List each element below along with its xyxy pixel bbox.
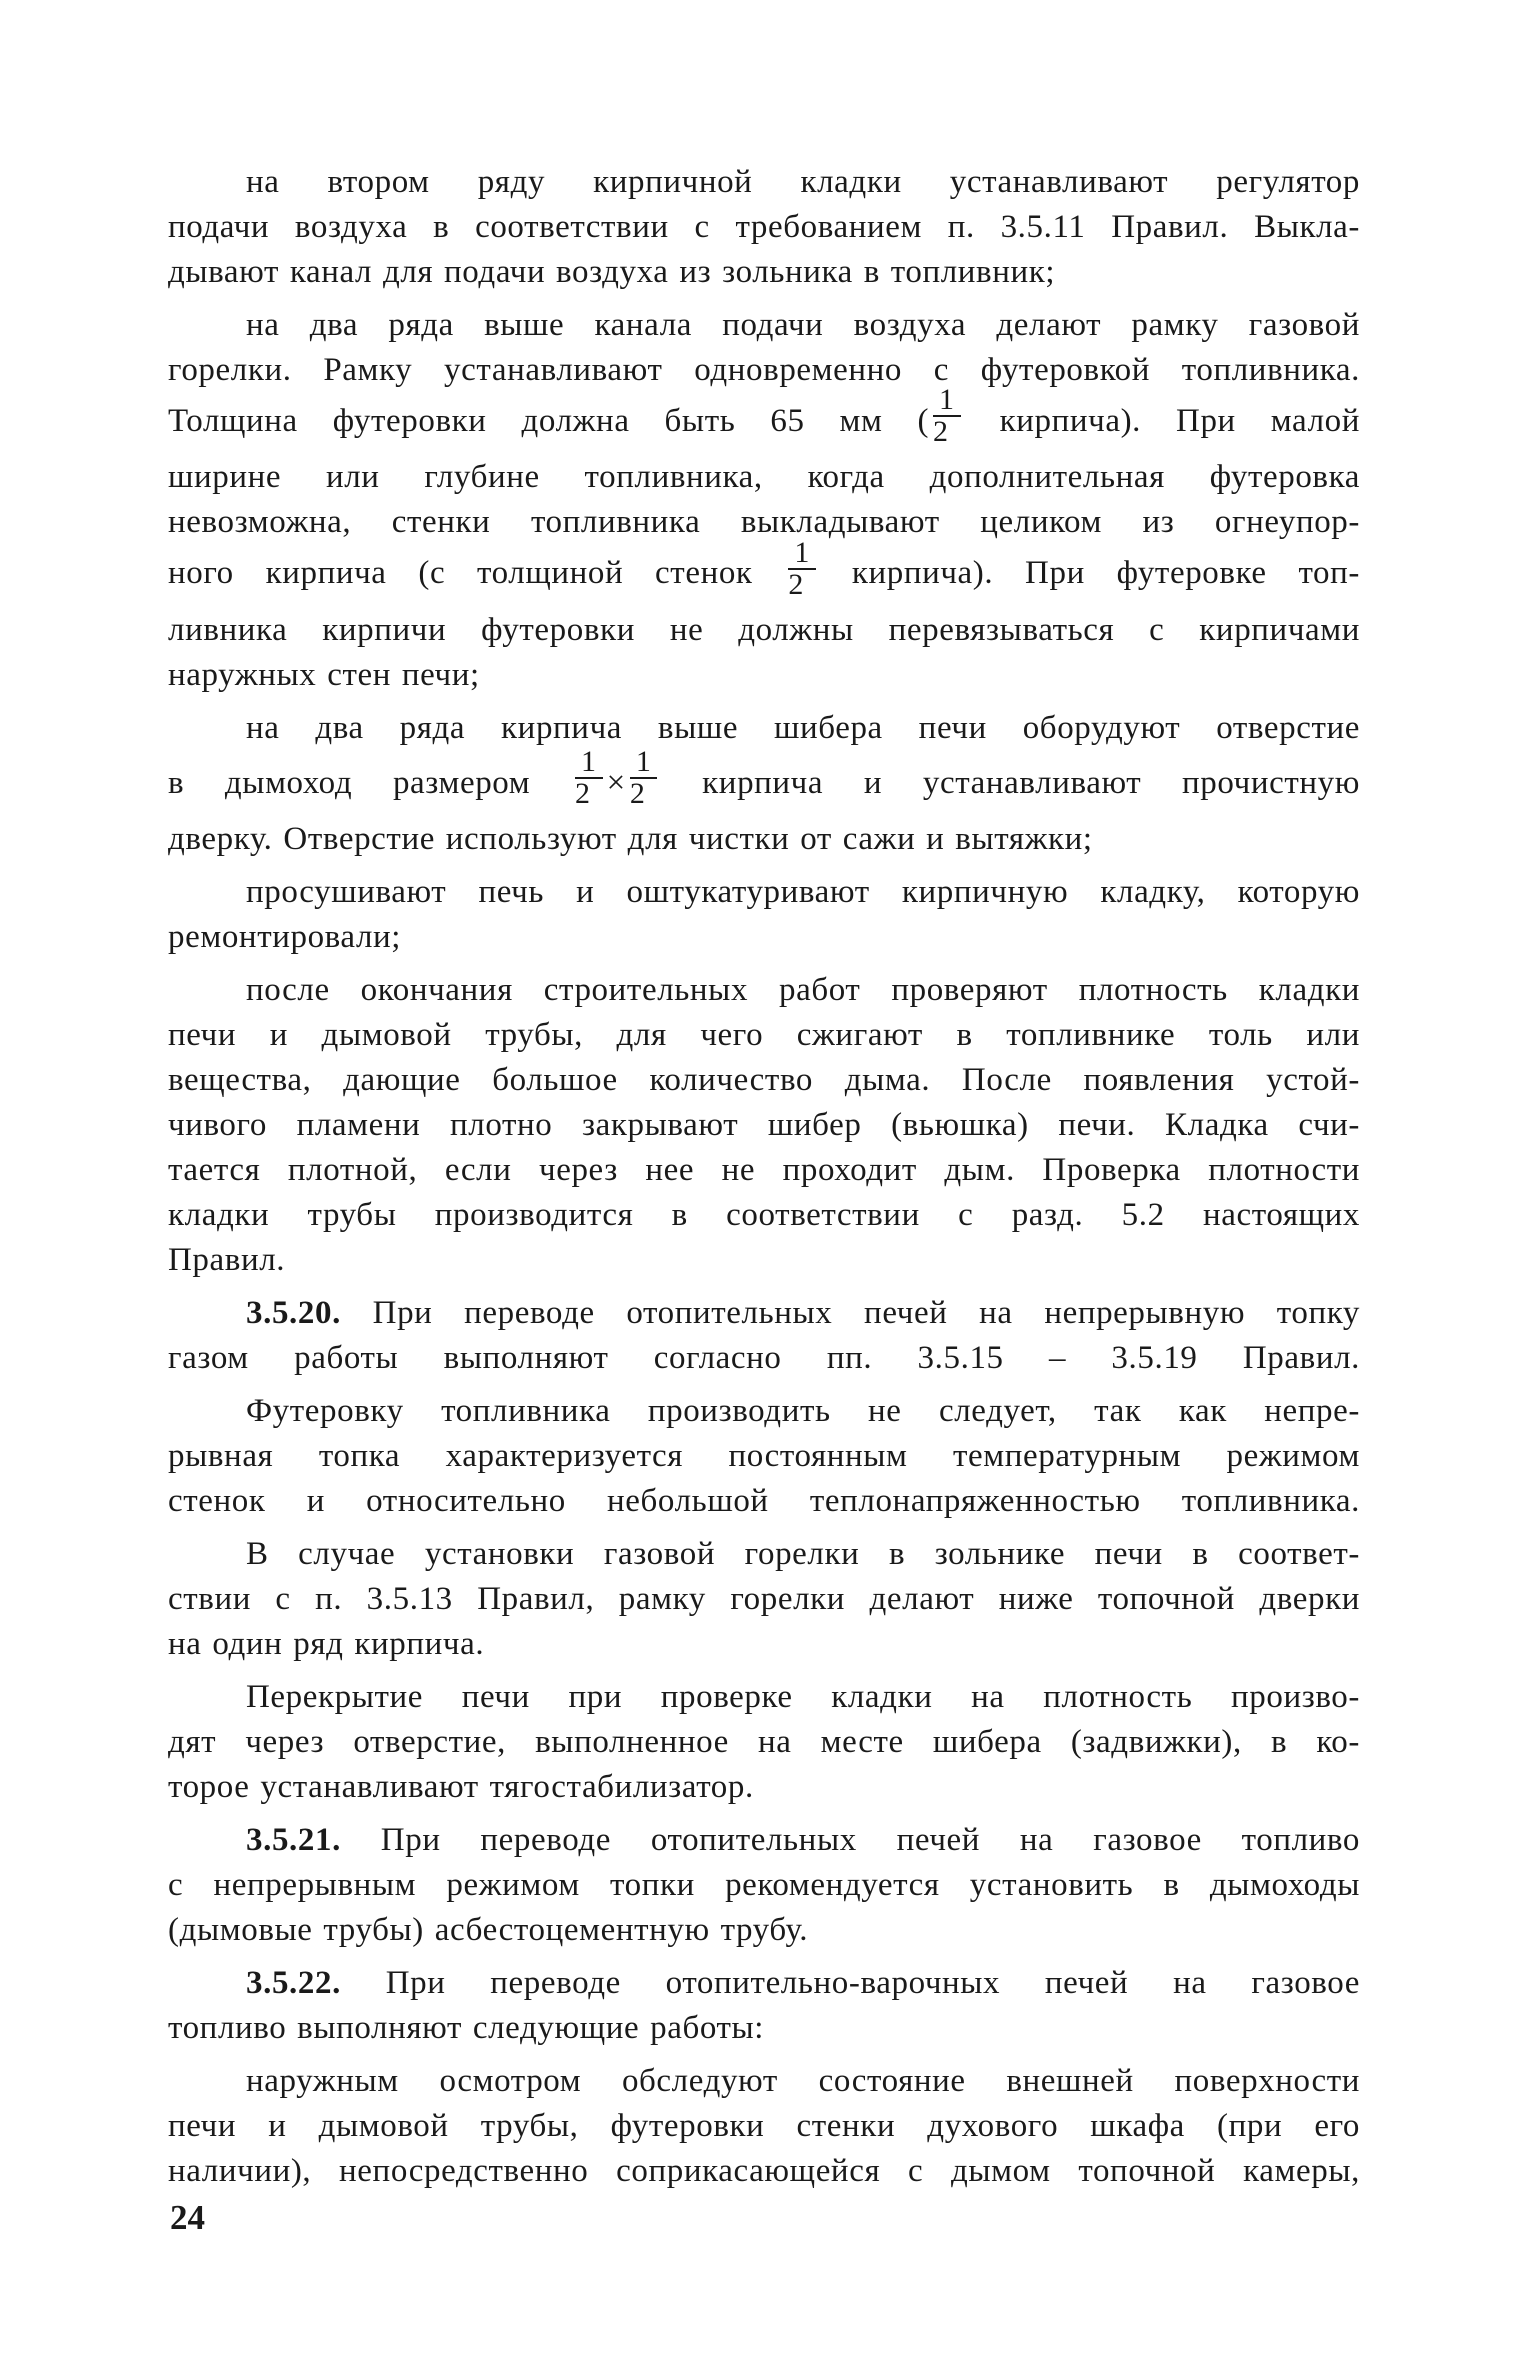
text-fragment: При переводе отопительных печей на непрерывную топку	[372, 1295, 1360, 1332]
text-line	[168, 1818, 1360, 1863]
paragraph-drying	[168, 870, 1360, 960]
text-fragment: При переводе отопительных печей на газовое топливо	[380, 1822, 1360, 1859]
fraction-numerator: 1	[575, 747, 603, 779]
text-line: торое устанавливают тягостабилизатор.	[168, 1769, 754, 1806]
text-fragment: ного кирпича (с толщиной стенок	[168, 555, 753, 592]
text-fragment: При переводе отопительно-варочных печей на газовое	[385, 1965, 1360, 2002]
paragraph-ash-pit-burner	[168, 1532, 1360, 1667]
text-line: топливо выполняют следующие работы:	[168, 2010, 765, 2047]
paragraph-3-5-20	[168, 1291, 1360, 1381]
times-sign: ×	[606, 764, 626, 801]
text-line: стенок и относительно небольшой теплонапряженностью топливника.	[168, 1483, 1360, 1520]
text-line: Футеровку топливника производить не следует, так как непре-	[246, 1393, 1360, 1430]
paragraph-overlap	[168, 1675, 1360, 1810]
text-fragment: кирпича). При малой	[999, 403, 1360, 439]
text-line: наружных стен печи;	[168, 656, 480, 693]
fraction	[575, 747, 603, 809]
section-number: 3.5.20.	[246, 1295, 341, 1332]
text-line	[168, 1291, 1360, 1336]
fraction-denominator: 2	[575, 777, 591, 811]
paragraph-regulator	[168, 160, 1360, 295]
text-line: горелки. Рамку устанавливают одновременно с футеровкой топливника.	[168, 352, 1360, 388]
text-line: В случае установки газовой горелки в зольнике печи в соответ-	[246, 1536, 1360, 1573]
fraction	[933, 385, 961, 447]
text-fragment: кирпича и устанавливают прочистную	[702, 764, 1360, 801]
text-line	[168, 1961, 1360, 2006]
text-line: ремонтировали;	[168, 919, 402, 956]
text-line-with-fraction	[168, 745, 1360, 811]
fraction	[788, 535, 816, 601]
text-line: вещества, дающие большое количество дыма. После появления устой-	[168, 1062, 1360, 1099]
text-line: Правил.	[168, 1242, 286, 1279]
fraction-numerator: 1	[933, 385, 961, 417]
text-line: Перекрытие печи при проверке кладки на плотность произво-	[246, 1679, 1360, 1716]
fraction-denominator: 2	[629, 777, 646, 811]
page-number: 24	[170, 2198, 205, 2237]
paragraph-density-check	[168, 968, 1360, 1283]
text-line: наличии), непосредственно соприкасающейся с дымом топочной камеры,	[168, 2153, 1360, 2190]
text-line: ливника кирпичи футеровки не должны перевязываться с кирпичами	[168, 611, 1360, 648]
text-line: (дымовые трубы) асбестоцементную трубу.	[168, 1912, 809, 1949]
text-line: на два ряда кирпича выше шибера печи оборудуют отверстие	[246, 709, 1360, 746]
fraction-denominator: 2	[788, 567, 805, 601]
text-line-with-fraction	[168, 535, 1360, 601]
text-line: на втором ряду кирпичной кладки устанавливают регулятор	[246, 164, 1360, 200]
text-line: печи и дымовой трубы, футеровки стенки духового шкафа (при его	[168, 2108, 1360, 2145]
fraction-numerator: 1	[788, 538, 816, 570]
text-line: невозможна, стенки топливника выкладывают целиком из огнеупор-	[168, 504, 1360, 541]
text-line: тается плотной, если через нее не проходит дым. Проверка плотности	[168, 1152, 1360, 1189]
text-line: дверку. Отверстие используют для чистки от сажи и вытяжки;	[168, 821, 1093, 858]
text-line: после окончания строительных работ проверяют плотность кладки	[246, 972, 1360, 1009]
paragraph-chimney-opening	[168, 706, 1360, 862]
paragraph-inspection	[168, 2059, 1360, 2194]
text-line: на два ряда выше канала подачи воздуха делают рамку газовой	[246, 307, 1360, 343]
text-line: подачи воздуха в соответствии с требованием п. 3.5.11 Правил. Выкла-	[168, 209, 1360, 245]
paragraph-3-5-21	[168, 1818, 1360, 1953]
text-fragment: Толщина футеровки должна быть 65 мм (	[168, 403, 930, 439]
text-line: с непрерывным режимом топки рекомендуется установить в дымоходы	[168, 1867, 1360, 1904]
text-line: наружным осмотром обследуют состояние внешней поверхности	[246, 2063, 1360, 2100]
text-fragment: кирпича). При футеровке топ-	[851, 555, 1360, 592]
fraction-numerator: 1	[630, 747, 658, 779]
text-line: рывная топка характеризуется постоянным температурным режимом	[168, 1438, 1360, 1475]
body-text	[168, 160, 1360, 2202]
text-line: ширине или глубине топливника, когда дополнительная футеровка	[168, 459, 1360, 496]
text-line: печи и дымовой трубы, для чего сжигают в топливнике толь или	[168, 1017, 1360, 1054]
text-fragment: в дымоход размером	[168, 764, 531, 801]
text-line: чивого пламени плотно закрывают шибер (вьюшка) печи. Кладка счи-	[168, 1107, 1360, 1144]
text-line: на один ряд кирпича.	[168, 1626, 485, 1663]
text-line: дят через отверстие, выполненное на месте шибера (задвижки), в ко-	[168, 1724, 1360, 1761]
fraction	[630, 747, 658, 809]
text-line: газом работы выполняют согласно пп. 3.5.15 – 3.5.19 Правил.	[168, 1340, 1360, 1377]
fraction-denominator: 2	[933, 415, 949, 449]
paragraph-3-5-22	[168, 1961, 1360, 2051]
text-line: ствии с п. 3.5.13 Правил, рамку горелки делают ниже топочной дверки	[168, 1581, 1360, 1618]
text-line: кладки трубы производится в соответствии с разд. 5.2 настоящих	[168, 1197, 1360, 1234]
text-line: просушивают печь и оштукатуривают кирпичную кладку, которую	[246, 874, 1360, 911]
text-line: дывают канал для подачи воздуха из зольника в топливник;	[168, 254, 1056, 290]
section-number: 3.5.21.	[246, 1822, 341, 1859]
paragraph-lining	[168, 1389, 1360, 1524]
text-line-with-fraction	[168, 383, 1360, 449]
section-number: 3.5.22.	[246, 1965, 341, 2002]
paragraph-burner-frame	[168, 303, 1360, 698]
